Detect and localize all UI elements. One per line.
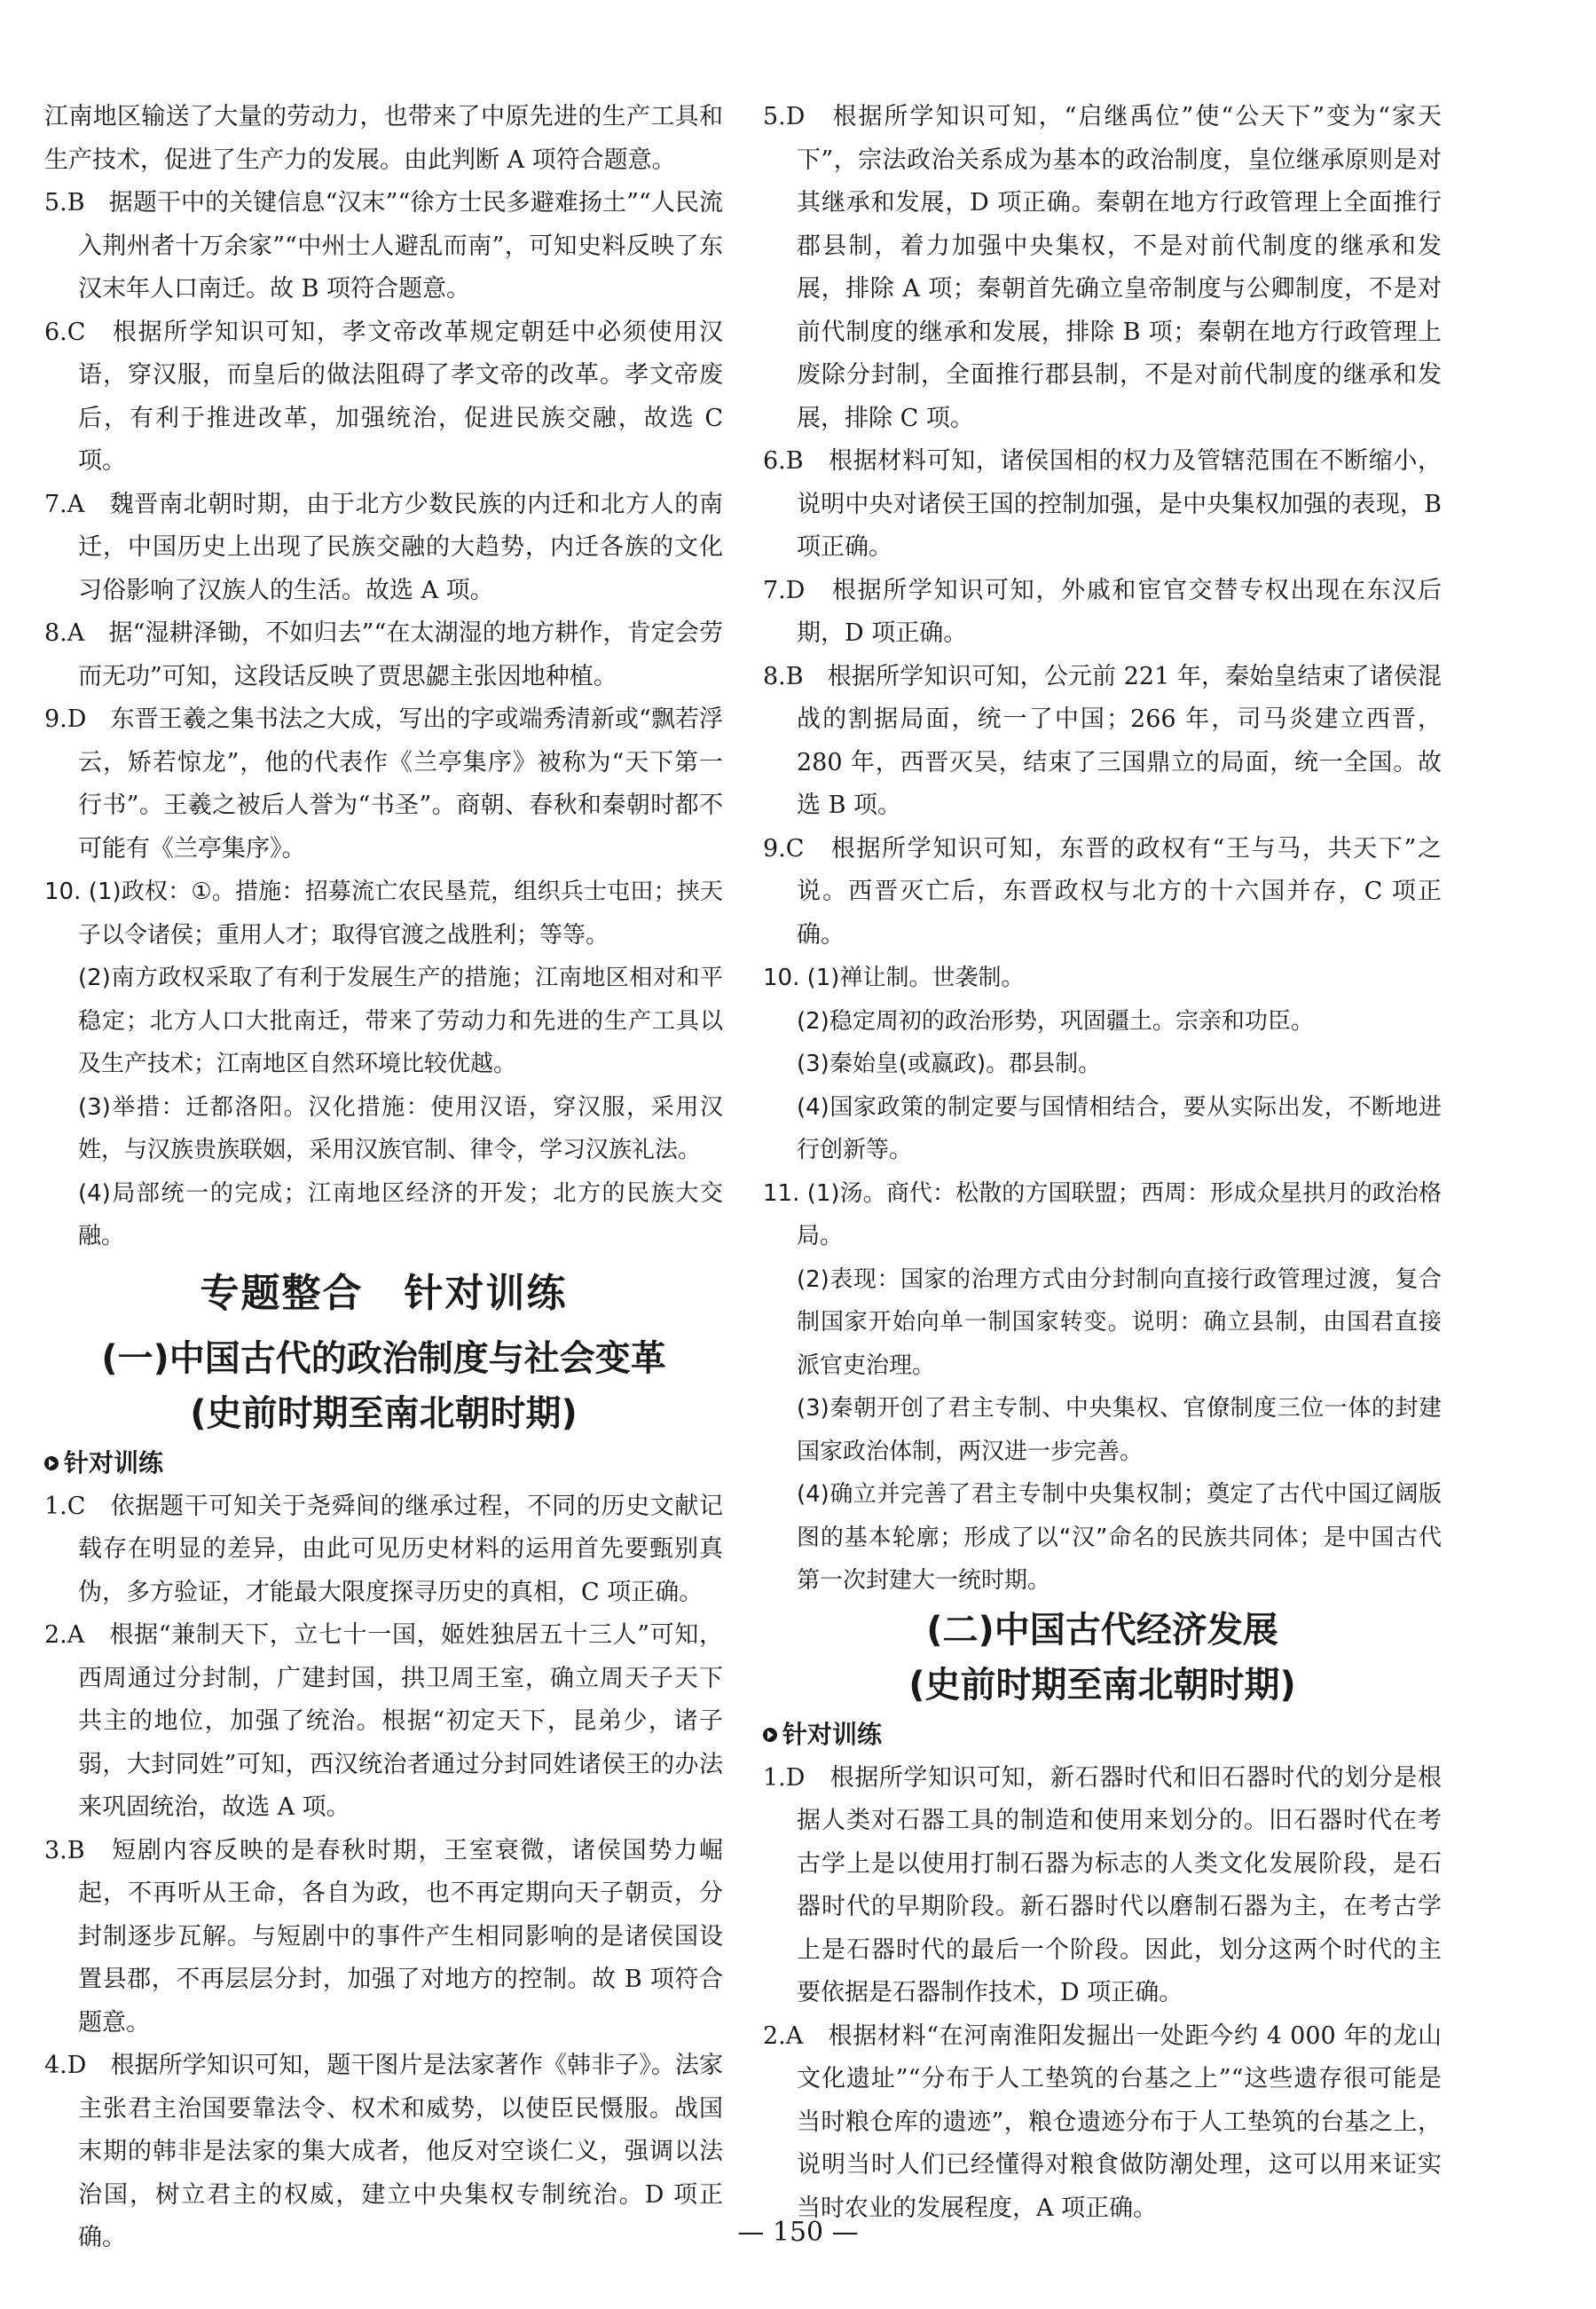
answer-item: 11. (1)汤。商代：松散的方国联盟；西周：形成众星拱月的政治格局。 (763, 1179, 1442, 1249)
answer-subitem: (3)秦朝开创了君主专制、中央集权、官僚制度三位一体的封建国家政治体制，两汉进一步完善。 (797, 1395, 1442, 1465)
answer-subitem: (2)南方政权采取了有利于发展生产的措施；江南地区相对和平稳定；北方人口大批南迁，带来了劳动力和先进的生产工具以及生产技术；江南地区自然环境比较优越。 (78, 965, 723, 1077)
answer-item: 8.A 据“湿耕泽锄，不如归去”“在太湖湿的地方耕作，肯定会劳而无功”可知，这段话反映了贾思勰主张因地种植。 (44, 619, 723, 690)
answer-item: 10. (1)禅让制。世袭制。 (763, 965, 1025, 991)
answer-item: 3.B 短剧内容反映的是春秋时期，王室衰微，诸侯国势力崛起，不再听从王命，各自为政，也不再定期向天子朝贡，分封制逐步瓦解。与短剧中的事件产生相同影响的是诸侯国设置县郡，不再层层分封，加强了对地方的控制。故 B 项符合题意。 (44, 1836, 723, 2037)
answer-item: 2.A 根据“兼制天下，立七十一国，姬姓独居五十三人”可知，西周通过分封制，广建封国，拱卫周王室，确立周天子天下共主的地位，加强了统治。根据“初定天下，昆弟少，诸子弱，大封同姓”可知，西汉统治者通过分封同姓诸侯王的办法来巩固统治，故选 A 项。 (44, 1621, 723, 1821)
training-tag-label: 针对训练 (64, 1447, 164, 1478)
play-arrow-icon (44, 1456, 59, 1470)
answer-subitem: (4)确立并完善了君主专制中央集权制；奠定了古代中国辽阔版图的基本轮廓；形成了以“汉”命名的民族共同体；是中国古代第一次封建大一统时期。 (797, 1481, 1442, 1594)
training-tag (763, 1714, 1442, 1755)
play-arrow-icon (763, 1728, 777, 1742)
answer-subitem: (3)秦始皇(或嬴政)。郡县制。 (797, 1051, 1102, 1077)
right-column (763, 96, 1442, 2230)
answer-item: 10. (1)政权：①。措施：招募流亡农民垦荒，组织兵士屯田；挟天子以令诸侯；重用人才；取得官渡之战胜利；等等。 (44, 879, 723, 949)
section-heading: 专题整合 针对训练 (200, 1270, 568, 1316)
answer-subitem: (2)表现：国家的治理方式由分封制向直接行政管理过渡，复合制国家开始向单一制国家转变。说明：确立县制，由国君直接派官吏治理。 (797, 1265, 1442, 1379)
answer-item: 1.D 根据所学知识可知，新石器时代和旧石器时代的划分是根据人类对石器工具的制造和使用来划分的。旧石器时代在考古学上是以使用打制石器为标志的人类文化发展阶段，是石器时代的早期阶段。新石器时代以磨制石器为主，在考古学上是石器时代的最后一个阶段。因此，划分这两个时代的主要依据是石器制作技术，D 项正确。 (763, 1763, 1442, 2006)
answer-item: 9.D 东晋王羲之集书法之大成，写出的字或端秀清新或“飘若浮云，矫若惊龙”，他的代表作《兰亭集序》被称为“天下第一行书”。王羲之被后人誉为“书圣”。商朝、春秋和秦朝时都不可能有《兰亭集序》。 (44, 705, 723, 863)
answer-item: 7.A 魏晋南北朝时期，由于北方少数民族的内迁和北方人的南迁，中国历史上出现了民族交融的大趋势，内迁各族的文化习俗影响了汉族人的生活。故选 A 项。 (44, 490, 723, 604)
training-tag-label: 针对训练 (782, 1719, 883, 1749)
page-number: — 150 — (737, 2217, 859, 2248)
answer-item: 5.B 据题干中的关键信息“汉末”“徐方士民多避难扬土”“人民流入荆州者十万余家”“中州士人避乱而南”，可知史料反映了东汉末年人口南迁。故 B 项符合题意。 (44, 189, 723, 303)
answer-subitem: (4)局部统一的完成；江南地区经济的开发；北方的民族大交融。 (78, 1179, 723, 1249)
answer-subitem: (3)举措：迁都洛阳。汉化措施：使用汉语，穿汉服，采用汉姓，与汉族贵族联姻，采用汉族官制、律令，学习汉族礼法。 (78, 1093, 723, 1163)
answer-item: 5.D 根据所学知识可知，“启继禹位”使“公天下”变为“家天下”，宗法政治关系成为基本的政治制度，皇位继承原则是对其继承和发展，D 项正确。秦朝在地方行政管理上全面推行郡县制，着力加强中央集权，不是对前代制度的继承和发展，排除 A 项；秦朝首先确立皇帝制度与公卿制度，不是对前代制度的继承和发展，排除 B 项；秦朝在地方行政管理上废除分封制，全面推行郡县制，不是对前代制度的继承和发展，排除 C 项。 (763, 103, 1442, 432)
answer-item: 7.D 根据所学知识可知，外戚和宦官交替专权出现在东汉后期，D 项正确。 (763, 576, 1442, 647)
subsection-heading-period: (史前时期至南北朝时期) (908, 1664, 1296, 1706)
answer-item: 4.D 根据所学知识可知，题干图片是法家著作《韩非子》。法家主张君主治国要靠法令、权术和威势，以使臣民慑服。战国末期的韩非是法家的集大成者，他反对空谈仁义，强调以法治国，树立君主的权威，建立中央集权专制统治。D 项正确。 (44, 2052, 723, 2251)
subsection-heading: (二)中国古代经济发展 (926, 1609, 1278, 1651)
answer-item: 6.B 根据材料可知，诸侯国相的权力及管辖范围在不断缩小，说明中央对诸侯王国的控制加强，是中央集权加强的表现，B 项正确。 (763, 447, 1442, 561)
answer-item: 9.C 根据所学知识可知，东晋的政权有“王与马，共天下”之说。西晋灭亡后，东晋政权与北方的十六国并存，C 项正确。 (763, 834, 1442, 949)
subsection-heading: (一)中国古代的政治制度与社会变革 (101, 1337, 666, 1379)
answer-item: 2.A 根据材料“在河南淮阳发掘出一处距今约 4 000 年的龙山文化遗址”“分布于人工垫筑的台基之上”“这些遗存很可能是当时粮仓库的遗迹”，粮仓遗迹分布于人工垫筑的台基之上，说明当时人们已经懂得对粮食做防潮处理，这可以用来证实当时农业的发展程度，A 项正确。 (763, 2021, 1442, 2222)
subsection-heading-period: (史前时期至南北朝时期) (190, 1392, 578, 1434)
answer-subitem: (2)稳定周初的政治形势，巩固疆土。宗亲和功臣。 (797, 1007, 1314, 1035)
answer-item: 1.C 依据题干可知关于尧舜间的继承过程，不同的历史文献记载存在明显的差异，由此可见历史材料的运用首先要甄别真伪，多方验证，才能最大限度探寻历史的真相，C 项正确。 (44, 1492, 723, 1606)
answer-subitem: (4)国家政策的制定要与国情相结合，要从实际出发，不断地进行创新等。 (797, 1093, 1442, 1163)
paragraph-continuation: 江南地区输送了大量的劳动力，也带来了中原先进的生产工具和生产技术，促进了生产力的发展。由此判断 A 项符合题意。 (44, 103, 723, 174)
answer-item: 6.C 根据所学知识可知，孝文帝改革规定朝廷中必须使用汉语，穿汉服，而皇后的做法阻碍了孝文帝的改革。孝文帝废后，有利于推进改革，加强统治，促进民族交融，故选 C 项。 (44, 318, 723, 475)
training-tag (44, 1443, 723, 1484)
left-column (44, 96, 723, 2260)
answer-item: 8.B 根据所学知识可知，公元前 221 年，秦始皇结束了诸侯混战的割据局面，统一了中国；266 年，司马炎建立西晋，280 年，西晋灭吴，结束了三国鼎立的局面，统一全国。故选 B 项。 (763, 662, 1442, 819)
